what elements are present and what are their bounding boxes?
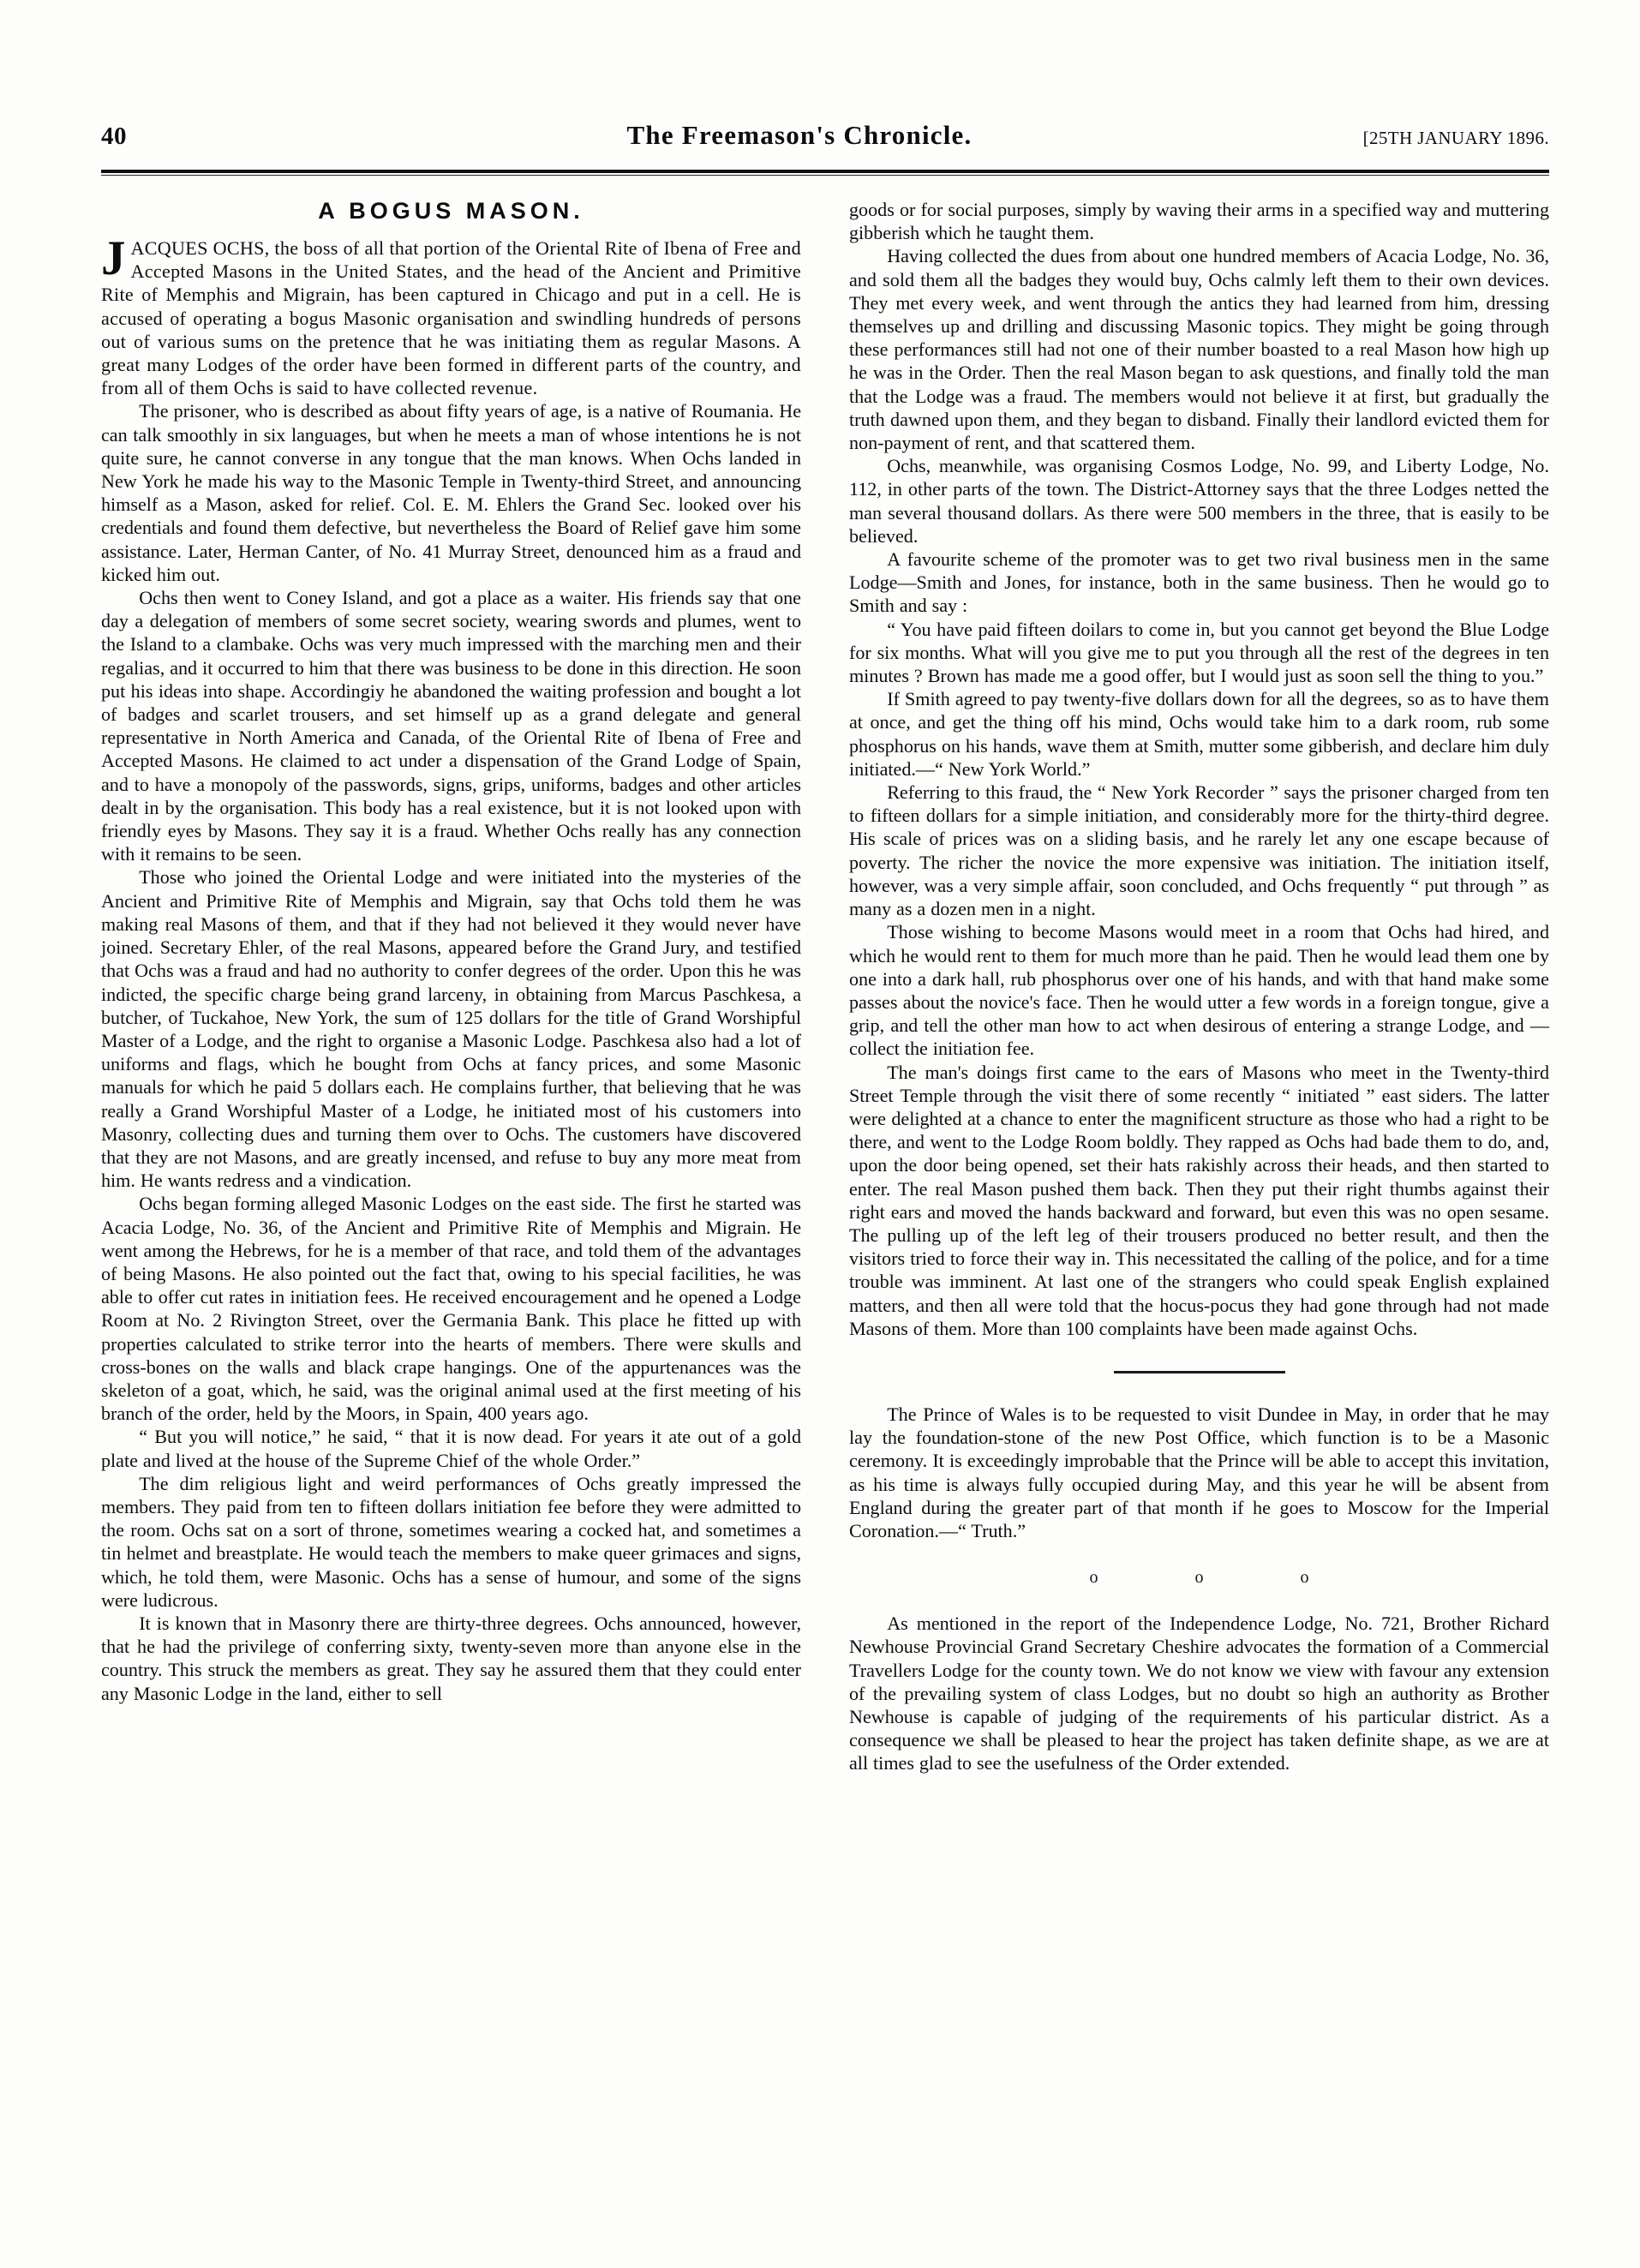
paragraph: A favourite scheme of the promoter was to get two rival business men in the same Lodge—Smith and Jones, for instance, both in the same business. Then he would go to Smith and say : bbox=[849, 548, 1549, 617]
paragraph: Ochs, meanwhile, was organising Cosmos Lodge, No. 99, and Liberty Lodge, No. 112, in other parts of the town. The District-Attorney says that the three Lodges netted the man several thousand dollars. As there were 500 members in the three, that is easily to be believed. bbox=[849, 455, 1549, 547]
running-head bbox=[101, 120, 1549, 161]
publication-title: The Freemason's Chronicle. bbox=[626, 120, 973, 150]
section-divider-dots: o o o bbox=[1089, 1568, 1356, 1588]
issue-date: [25TH JANUARY 1896. bbox=[1362, 128, 1549, 148]
paragraph-independence-lodge: As mentioned in the report of the Independence Lodge, No. 721, Brother Richard Newhouse Provincial Grand Secretary Cheshire advocates the formation of a Commercial Travellers Lodge for the county town. We do not know we view with favour any extension of the prevailing system of class Lodges, but no doubt so high an authority as Brother Newhouse is capable of judging of the requirements of his particular district. As a consequence we shall be pleased to hear the project has taken definite shape, as we are at all times glad to see the usefulness of the Order extended. bbox=[849, 1613, 1549, 1774]
paragraph: “ But you will notice,” he said, “ that it is now dead. For years it ate out of a gold plate and lived at the house of the Supreme Chief of the whole Order.” bbox=[101, 1426, 801, 1471]
paragraph: The dim religious light and weird performances of Ochs greatly impressed the members. They paid from ten to fifteen dollars initiation fee before they were admitted to the room. Ochs sat on a sort of throne, sometimes wearing a cocked hat, and sometimes a tin helmet and breastplate. He would teach the members to make queer grimaces and signs, which, he told them, were Masonic. Ochs has a sense of humour, and some of the signs were ludicrous. bbox=[101, 1472, 801, 1611]
column-right bbox=[849, 198, 1549, 1775]
paragraph-prince-of-wales: The Prince of Wales is to be requested to visit Dundee in May, in order that he may lay the foundation-stone of the new Post Office, which function is to be a Masonic ceremony. It is exceedingly improbable that the Prince will be able to accept this invitation, as his time is always fully occupied during May, and this year he will be absent from England during the greater part of that month if he goes to Moscow for the Imperial Coronation.—“ Truth.” bbox=[849, 1403, 1549, 1541]
header-rule-thin bbox=[101, 175, 1549, 176]
article-lede-paragraph bbox=[101, 231, 801, 399]
lede-text: ACQUES OCHS, the boss of all that portion of the Oriental Rite of Ibena of Free and Accepted Masons in the United States, and the head of the Ancient and Primitive Rite of Memphis and Migrain, has been captured in Chicago and put in a cell. He is accused of operating a bogus Masonic organisation and swindling hundreds of persons out of various sums on the pretence that he was initiating them as regular Masons. A great many Lodges of the order have been formed in different parts of the country, and from all of them Ochs is said to have collected revenue. bbox=[101, 237, 801, 399]
header-rule-heavy bbox=[101, 170, 1549, 173]
page-sheet bbox=[101, 120, 1549, 1775]
column-left bbox=[101, 198, 801, 1775]
paragraph: Referring to this fraud, the “ New York Recorder ” says the prisoner charged from ten to fifteen dollars for a simple initiation, and considerably more for the thirty-third degree. His scale of prices was on a sliding basis, and he rarely let any one escape because of poverty. The richer the novice the more expensive was initiation. The initiation itself, however, was a very simple affair, soon concluded, and Ochs frequently “ put through ” as many as a dozen men in a night. bbox=[849, 781, 1549, 920]
paragraph: Ochs began forming alleged Masonic Lodges on the east side. The first he started was Acacia Lodge, No. 36, of the Ancient and Primitive Rite of Memphis and Migrain. He went among the Hebrews, for he is a member of that race, and told them of the advantages of being Masons. He also pointed out the fact that, owing to his special facilities, he was able to offer cut rates in initiation fees. He received encouragement and he opened a Lodge Room at No. 2 Rivington Street, over the Germania Bank. This place he fitted up with properties calculated to strike terror into the hearts of members. There were skulls and cross-bones on the walls and black crape hangings. One of the appurtenances was the skeleton of a goat, which, he said, was the original animal used at the first meeting of his branch of the order, held by the Moors, in Spain, 400 years ago. bbox=[101, 1193, 801, 1425]
column-container bbox=[101, 198, 1549, 1775]
paragraph: “ You have paid fifteen doilars to come in, but you cannot get beyond the Blue Lodge for six months. What will you give me to put you through all the rest of the degrees in ten minutes ? Brown has made me a good offer, but I would just as soon sell the thing to you.” bbox=[849, 618, 1549, 687]
paragraph: The prisoner, who is described as about fifty years of age, is a native of Roumania. He can talk smoothly in six languages, but when he meets a man of whose intentions he is not quite sure, he cannot converse in any tongue that the man knows. When Ochs landed in New York he made his way to the Masonic Temple in Twenty-third Street, and announcing himself as a Mason, asked for relief. Col. E. M. Ehlers the Grand Sec. looked over his credentials and found them defective, but nevertheless the Board of Relief gave him some assistance. Later, Herman Canter, of No. 41 Murray Street, denounced him as a fraud and kicked him out. bbox=[101, 400, 801, 585]
paragraph: If Smith agreed to pay twenty-five dollars down for all the degrees, so as to have them at once, and get the thing off his mind, Ochs would take him to a dark room, rub some phosphorus on his hands, wave them at Smith, mutter some gibberish, and declare him duly initiated.—“ New York World.” bbox=[849, 688, 1549, 780]
paragraph: Those who joined the Oriental Lodge and were initiated into the mysteries of the Ancient and Primitive Rite of Memphis and Migrain, say that Ochs told them he was making real Masons of them, and that if they had not believed it they would never have joined. Secretary Ehler, of the real Masons, appeared before the Grand Jury, and testified that Ochs was a fraud and had no authority to confer degrees of the order. Upon this he was indicted, the specific charge being grand larceny, in obtaining from Marcus Paschkesa, a butcher, of Tuckahoe, New York, the sum of 125 dollars for the title of Grand Worshipful Master of a Lodge, and the right to organise a Masonic Lodge. Paschkesa also had a lot of uniforms and flags, which he bought from Ochs at fancy prices, and some Masonic manuals for which he paid 5 dollars each. He complains further, that believing that he was really a Grand Worshipful Master of a Lodge, he initiated most of his customers into Masonry, collecting dues and turning them over to Ochs. The customers have discovered that they are not Masons, and are greatly incensed, and refuse to buy any more meat from him. He wants redress and a vindication. bbox=[101, 866, 801, 1192]
page-folio-number: 40 bbox=[101, 123, 127, 150]
paragraph-continued: goods or for social purposes, simply by waving their arms in a specified way and muttering gibberish which he taught them. bbox=[849, 199, 1549, 244]
section-divider-rule bbox=[1114, 1371, 1285, 1373]
drop-cap-letter: J bbox=[101, 231, 126, 285]
paragraph: It is known that in Masonry there are thirty-three degrees. Ochs announced, however, that he had the privilege of conferring sixty, twenty-seven more than anyone else in the country. This struck the members as great. They say he assured them that they could enter any Masonic Lodge in the land, either to sell bbox=[101, 1612, 801, 1704]
paragraph: Ochs then went to Coney Island, and got a place as a waiter. His friends say that one day a delegation of members of some secret society, wearing swords and plumes, went to the Island to a clambake. Ochs was very much impressed with the marching men and their regalias, and it occurred to him that there was business to be done in this direction. He soon put his ideas into shape. Accordingiy he abandoned the waiting profession and bought a lot of badges and scarlet trousers, and set himself up as a grand delegate and general representative in North America and Canada, of the Oriental Rite of Ibena of Free and Accepted Masons. He claimed to act under a dispensation of the Grand Lodge of Spain, and to have a monopoly of the passwords, signs, grips, uniforms, badges and other articles dealt in by the organisation. This body has a real existence, but it is not looked upon with friendly eyes by Masons. They say it is a fraud. Whether Ochs really has any connection with it remains to be seen. bbox=[101, 587, 801, 865]
paragraph: The man's doings first came to the ears of Masons who meet in the Twenty-third Street Temple through the visit there of some recently “ initiated ” east siders. The latter were delighted at a chance to enter the magnificent structure as those who had a right to be there, and went to the Lodge Room boldly. They rapped as Ochs had bade them to do, and, upon the door being opened, set their hats rakishly across their heads, and then started to enter. The real Mason pushed them back. Then they put their right thumbs against their right ears and moved the hands backward and forward, but even this was no open sesame. The pulling up of the left leg of their trousers produced no better result, and then the visitors tried to force their way in. This necessitated the calling of the police, and for a time trouble was imminent. At last one of the strangers who could speak English explained matters, and then all were told that the hocus-pocus they had gone through had not made Masons of them. More than 100 complaints have been made against Ochs. bbox=[849, 1061, 1549, 1339]
article-headline: A BOGUS MASON. bbox=[318, 198, 584, 224]
paragraph: Having collected the dues from about one hundred members of Acacia Lodge, No. 36, and sold them all the badges they would buy, Ochs calmly left them to their own devices. They met every week, and went through the antics they had learned from him, dressing themselves up and drilling and discussing Masonic topics. They might be going through these performances still had not one of their number boasted to a real Mason how high up he was in the Order. Then the real Mason began to ask questions, and finally told the man that the Lodge was a fraud. The members would not believe it at first, but gradually the truth dawned upon them, and they began to disband. Finally their landlord evicted them for non-payment of rent, and that scattered them. bbox=[849, 245, 1549, 454]
paragraph: Those wishing to become Masons would meet in a room that Ochs had hired, and which he would rent to them for much more than he paid. Then he would lead them one by one into a dark hall, rub phosphorus over one of his hands, and with that hand make some passes about the novice's face. Then he would utter a few words in a foreign tongue, give a grip, and tell the other man how to act when desirous of entering a strange Lodge, and —collect the initiation fee. bbox=[849, 921, 1549, 1060]
